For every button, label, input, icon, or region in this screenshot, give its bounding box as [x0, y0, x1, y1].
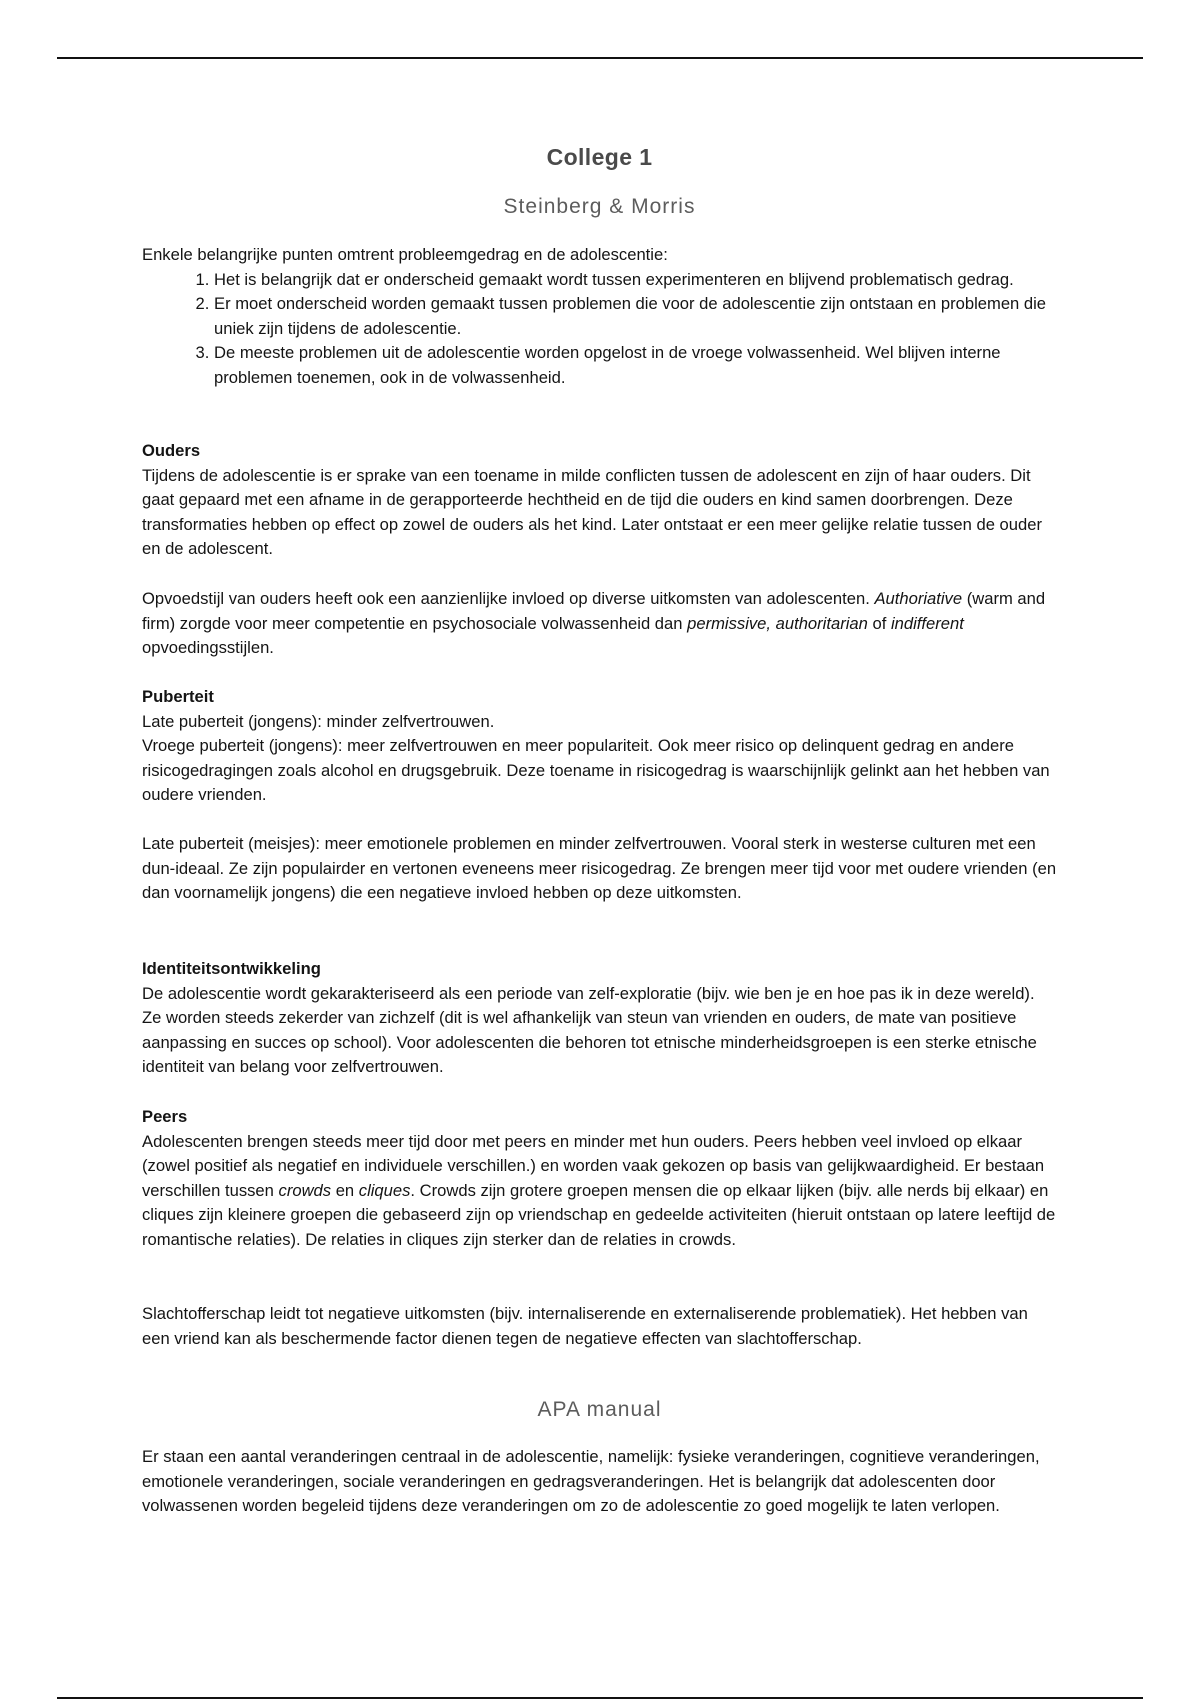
document-title: College 1 [546, 144, 653, 170]
intro-text: Enkele belangrijke punten omtrent probleemgedrag en de adolescentie: [142, 245, 668, 264]
text-emphasis: Authoriative [874, 589, 963, 608]
list-item: 2. Er moet onderscheid worden gemaakt tussen problemen die voor de adolescentie zijn ontstaan en problemen die uniek zijn tijdens de adolescentie. [214, 292, 1057, 341]
section-heading-identiteit: Identiteitsontwikkeling [142, 959, 321, 978]
section-subtitle-steinberg: Steinberg & Morris [503, 195, 696, 218]
apa-paragraph: Er staan een aantal veranderingen centraal in de adolescentie, namelijk: fysieke veranderingen, cognitieve veranderingen, emotionele veranderingen, sociale veranderingen en gedragsveranderingen. Het is belangrijk dat adolescenten door volwassenen worden begeleid tijdens deze veranderingen om zo de adolescentie zo goed mogelijk te laten verlopen. [142, 1447, 1040, 1516]
text-span: Adolescenten brengen steeds meer tijd door met peers en minder met hun ouders. Peers hebben veel invloed op elkaar (zowel positief als negatief en individuele verschillen.) en worden vaak gekozen op basis van gelijkwaardigheid. Er bestaan verschillen tussen [142, 1131, 1045, 1200]
ouders-section [142, 439, 1057, 562]
puberteit-paragraph-2: Late puberteit (meisjes): meer emotionele problemen en minder zelfvertrouwen. Vooral sterk in westerse culturen met een dun-ideaal. Ze zijn populairder en vertonen eveneens meer risicogedrag. Ze brengen meer tijd voor met oudere vrienden (en dan voornamelijk jongens) die een negatieve invloed hebben op deze uitkomsten. [142, 834, 1057, 903]
text-span: en [331, 1180, 359, 1200]
text-emphasis: indifferent [890, 613, 964, 633]
peers-section [142, 1105, 1057, 1253]
ouders-paragraph-2 [142, 587, 1057, 661]
text-emphasis: permissive, authoritarian [687, 613, 868, 633]
identiteit-section [142, 957, 1057, 1080]
text-emphasis: crowds [278, 1180, 332, 1200]
list-item: 3. De meeste problemen uit de adolescentie worden opgelost in de vroege volwassenheid. Wel blijven interne problemen toenemen, ook in de volwassenheid. [214, 341, 1057, 390]
ouders-paragraph-1: Tijdens de adolescentie is er sprake van een toename in milde conflicten tussen de adolescent en zijn of haar ouders. Dit gaat gepaard met een afname in de gerapporteerde hechtheid en de tijd die ouders en kind samen doorbrengen. Deze transformaties hebben op effect op zowel de ouders als het kind. Later ontstaat er een meer gelijke relatie tussen de ouder en de adolescent. [142, 465, 1042, 559]
section-heading-ouders: Ouders [142, 441, 201, 460]
list-item: 1. Het is belangrijk dat er onderscheid gemaakt wordt tussen experimenteren en blijvend problematisch gedrag. [214, 268, 1057, 293]
problem-points-list [142, 268, 1057, 391]
text-span: opvoedingsstijlen. [142, 638, 274, 658]
puberteit-line-1: Late puberteit (jongens): minder zelfvertrouwen. [142, 711, 495, 731]
identiteit-paragraph: De adolescentie wordt gekarakteriseerd als een periode van zelf-exploratie (bijv. wie ben je en hoe pas ik in deze wereld). Ze worden steeds zekerder van zichzelf (dit is wel afhankelijk van steun van vrienden en ouders, de mate van positieve aanpassing en succes op school). Voor adolescenten die behoren tot etnische minderheidsgroepen is een sterke etnische identiteit van belang voor zelfvertrouwen. [142, 983, 1037, 1077]
peers-paragraph-1 [142, 1130, 1057, 1253]
text-emphasis: cliques [358, 1180, 411, 1200]
text-span: (warm and firm) zorgde voor meer competentie en psychosociale volwassenheid dan [142, 589, 1046, 633]
ouders-section-2 [142, 587, 1057, 661]
peers-section-2 [142, 1302, 1057, 1351]
section-subtitle-apa: APA manual [537, 1398, 662, 1421]
apa-section [142, 1445, 1057, 1519]
section-heading-peers: Peers [142, 1107, 188, 1126]
top-rule [57, 57, 1143, 59]
bottom-rule [57, 1697, 1143, 1699]
puberteit-section [142, 685, 1057, 808]
section-heading-puberteit: Puberteit [142, 687, 214, 706]
peers-paragraph-2: Slachtofferschap leidt tot negatieve uitkomsten (bijv. internaliserende en externaliserende problematiek). Het hebben van een vriend kan als beschermende factor dienen tegen de negatieve effecten van slachtofferschap. [142, 1304, 1028, 1348]
text-span: of [867, 613, 891, 633]
puberteit-section-2 [142, 832, 1057, 906]
puberteit-line-2: Vroege puberteit (jongens): meer zelfvertrouwen en meer populariteit. Ook meer risico op delinquent gedrag en andere risicogedragingen zoals alcohol en drugsgebruik. Deze toename in risicogedrag is waarschijnlijk gelinkt aan het hebben van oudere vrienden. [142, 736, 1050, 805]
text-span: Opvoedstijl van ouders heeft ook een aanzienlijke invloed op diverse uitkomsten van adolescenten. [142, 589, 870, 608]
text-span: . Crowds zijn grotere groepen mensen die op elkaar lijken (bijv. alle nerds bij elkaar) en cliques zijn kleinere groepen die gebaseerd zijn op vriendschap en gedeelde activiteiten (hieruit ontstaan op latere leeftijd de romantische relaties). De relaties in cliques zijn sterker dan de relaties in crowds. [142, 1180, 1056, 1249]
intro-block [142, 243, 1057, 391]
